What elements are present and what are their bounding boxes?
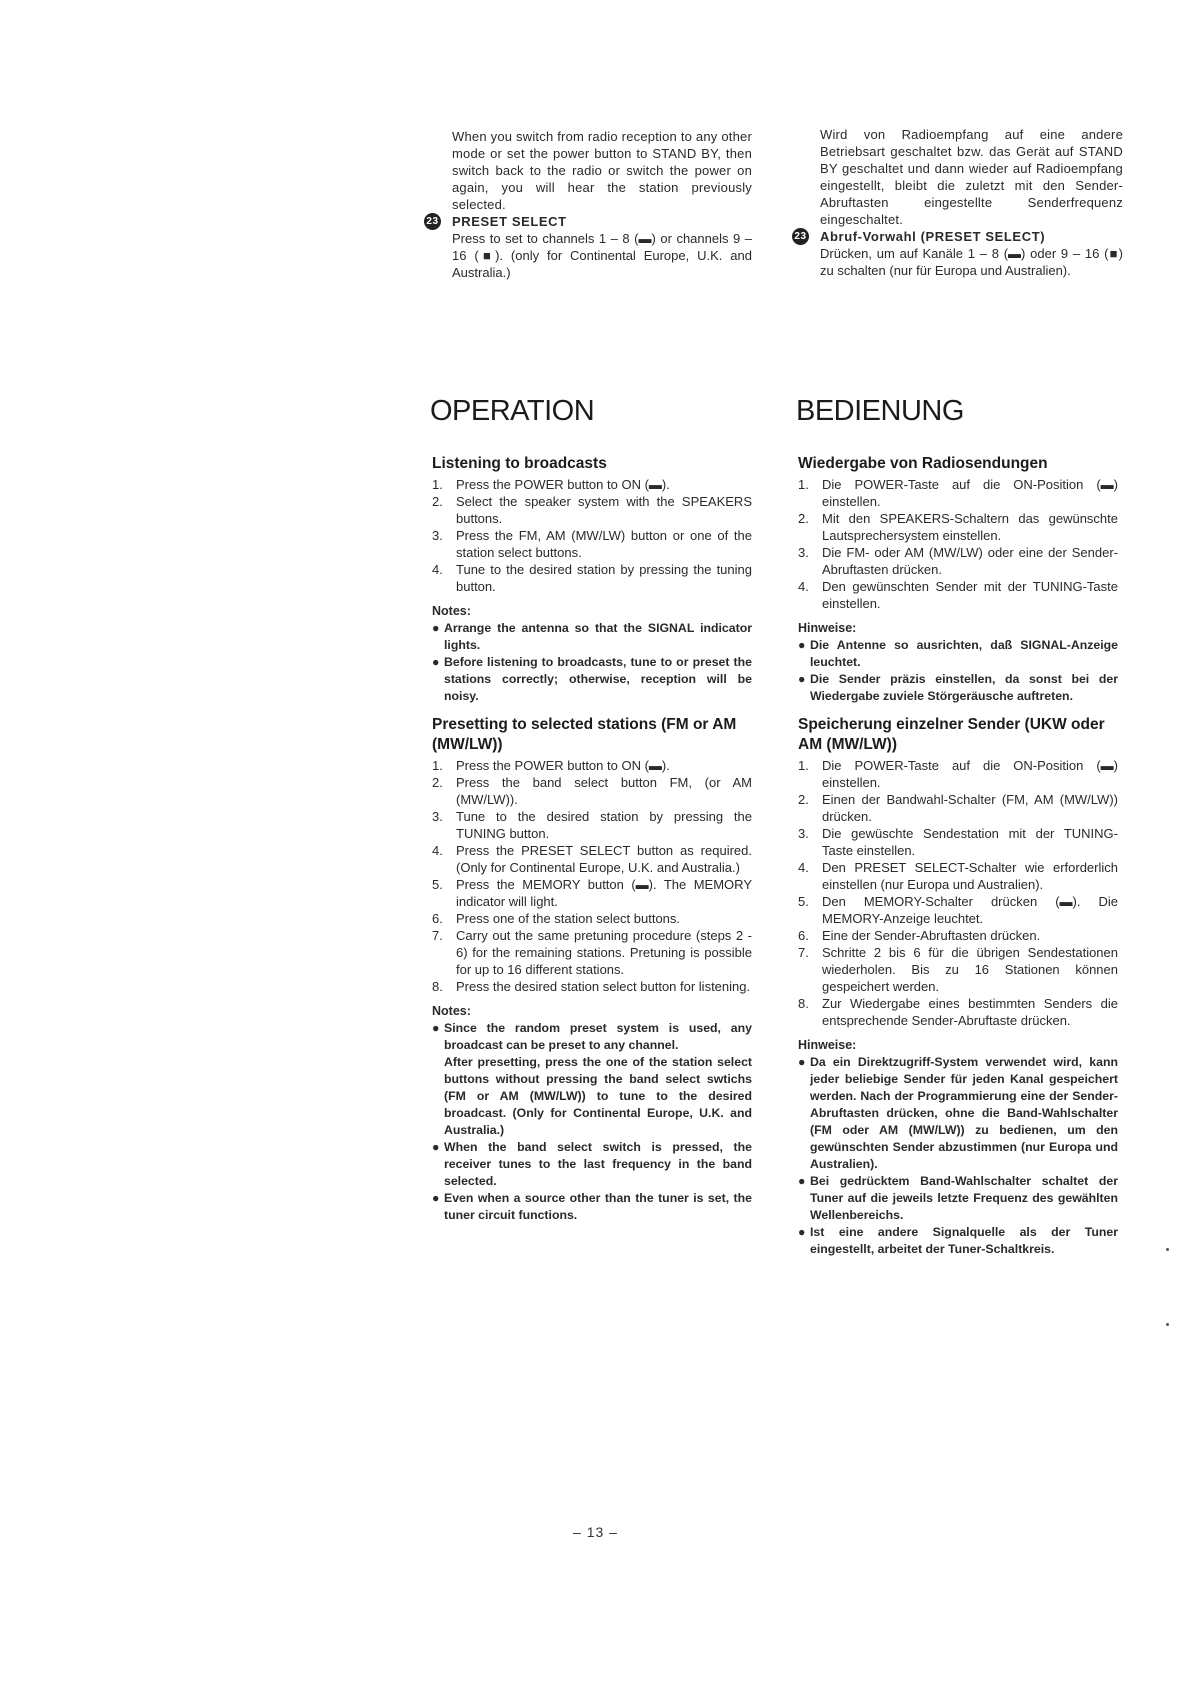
list-item: 3. Die gewüschte Sendestation mit der TUNING-Taste einstellen. bbox=[798, 826, 1118, 858]
list-item: 5. Den MEMORY-Schalter drücken (▬). Die MEMORY-Anzeige leuchtet. bbox=[798, 894, 1118, 926]
bullet-icon: ● bbox=[798, 1055, 806, 1069]
de-top-column bbox=[794, 126, 1123, 279]
note-item: ● Da ein Direktzugriff-System verwendet wird, kann jeder beliebige Sender für jeden Kanal gespeichert werden. Nach der Programmierung eine der Sender-Abruftasten drücken, ohne die Band-Wahlschalter (FM oder AM (MW/LW)) zu bedienen, um den gewünschten Sender abzustimmen (nur Europa und Australien). bbox=[798, 1055, 1118, 1171]
list-item: 3. Tune to the desired station by pressing the TUNING button. bbox=[432, 809, 752, 841]
de-section-title: BEDIENUNG bbox=[796, 395, 964, 427]
en-listening-steps bbox=[432, 476, 752, 595]
bullet-icon: ● bbox=[798, 1225, 806, 1239]
scan-speck bbox=[1166, 1323, 1169, 1326]
note-item: ● When the band select switch is pressed, the receiver tunes to the last frequency in the band selected. bbox=[432, 1140, 752, 1188]
bullet-icon: ● bbox=[798, 638, 806, 652]
list-item: 2. Press the band select button FM, (or AM (MW/LW)). bbox=[432, 775, 752, 807]
de-listening-notes bbox=[798, 637, 1118, 705]
de-intro-paragraph: Wird von Radioempfang auf eine andere Betriebsart geschaltet bzw. das Gerät auf STAND BY geschaltet und dann wieder auf Radioempfang eingestellt, bleibt die zuletzt mit den Sender-Abruftasten eingestellte Senderfrequenz eingeschaltet. bbox=[820, 127, 1123, 227]
list-item: 7. Carry out the same pretuning procedure (steps 2 - 6) for the remaining stations. Pretuning is possible for up to 16 different stations. bbox=[432, 928, 752, 977]
scan-speck bbox=[1166, 1248, 1169, 1251]
en-preset-select-title: PRESET SELECT bbox=[452, 214, 567, 229]
en-note-continuation: After presetting, press the one of the station select buttons without pressing the band select swtichs (FM or AM (MW/LW)) to tune to the desired broadcast. (Only for Continental Europe, U.K. and Australia.) bbox=[444, 1055, 752, 1137]
en-presetting-notes bbox=[432, 1020, 752, 1054]
list-item: 4. Press the PRESET SELECT button as required. (Only for Continental Europe, U.K. and Australia.) bbox=[432, 843, 752, 875]
de-presetting-steps bbox=[798, 757, 1118, 1029]
list-item: 1. Press the POWER button to ON (▬). bbox=[432, 758, 670, 773]
de-listening-steps bbox=[798, 476, 1118, 612]
list-item: 8. Press the desired station select button for listening. bbox=[432, 979, 751, 994]
list-item: 5. Press the MEMORY button (▬). The MEMORY indicator will light. bbox=[432, 877, 752, 909]
item-number-badge: 23 bbox=[792, 228, 809, 245]
en-operation-column bbox=[432, 394, 752, 1224]
bullet-icon: ● bbox=[432, 655, 440, 669]
list-item: 1. Press the POWER button to ON (▬). bbox=[432, 477, 670, 492]
en-notes-label: Notes: bbox=[432, 604, 471, 618]
list-item: 6. Press one of the station select buttons. bbox=[432, 911, 681, 926]
list-item: 6. Eine der Sender-Abruftasten drücken. bbox=[798, 928, 1041, 943]
en-listening-heading: Listening to broadcasts bbox=[432, 455, 607, 472]
en-preset-select-heading bbox=[426, 213, 752, 230]
note-item: ● Before listening to broadcasts, tune to or preset the stations correctly; otherwise, reception will be noisy. bbox=[432, 655, 752, 703]
en-notes-label: Notes: bbox=[432, 1004, 471, 1018]
note-item: ● Ist eine andere Signalquelle als der Tuner eingestellt, arbeitet der Tuner-Schaltkreis. bbox=[798, 1225, 1118, 1256]
de-presetting-notes bbox=[798, 1054, 1118, 1258]
list-item: 4. Tune to the desired station by pressing the tuning button. bbox=[432, 562, 752, 594]
note-item: ● Die Sender präzis einstellen, da sonst bei der Wiedergabe zuviele Störgeräusche auftreten. bbox=[798, 672, 1118, 703]
de-preset-select-heading bbox=[794, 228, 1123, 245]
de-preset-select-body: Drücken, um auf Kanäle 1 – 8 (▬) oder 9 – 16 (■) zu schalten (nur für Europa und Australien). bbox=[820, 246, 1123, 278]
note-item: ● Bei gedrücktem Band-Wahlschalter schaltet der Tuner auf die jeweils letzte Frequenz des gewählten Wellenbereichs. bbox=[798, 1174, 1118, 1222]
en-listening-notes bbox=[432, 620, 752, 705]
list-item: 4. Den gewünschten Sender mit der TUNING-Taste einstellen. bbox=[798, 579, 1118, 611]
list-item: 2. Mit den SPEAKERS-Schaltern das gewünschte Lautsprechersystem einstellen. bbox=[798, 511, 1118, 543]
list-item: 1. Die POWER-Taste auf die ON-Position (▬) einstellen. bbox=[798, 758, 1118, 790]
list-item: 7. Schritte 2 bis 6 für die übrigen Sendestationen wiederholen. Bis zu 16 Stationen können gespeichert werden. bbox=[798, 945, 1118, 994]
list-item: 3. Press the FM, AM (MW/LW) button or one of the station select buttons. bbox=[432, 528, 752, 560]
bullet-icon: ● bbox=[432, 1140, 440, 1154]
en-intro-paragraph: When you switch from radio reception to any other mode or set the power button to STAND BY, then switch back to the radio or switch the power on again, you will hear the station previously selected. bbox=[452, 129, 752, 212]
note-item: ● Since the random preset system is used, any broadcast can be preset to any channel. bbox=[432, 1021, 752, 1052]
en-section-title: OPERATION bbox=[430, 395, 595, 427]
list-item: 1. Die POWER-Taste auf die ON-Position (▬) einstellen. bbox=[798, 477, 1118, 509]
en-presetting-steps bbox=[432, 757, 752, 995]
list-item: 4. Den PRESET SELECT-Schalter wie erforderlich einstellen (nur Europa und Australien). bbox=[798, 860, 1118, 892]
list-item: 2. Einen der Bandwahl-Schalter (FM, AM (MW/LW)) drücken. bbox=[798, 792, 1118, 824]
item-number-badge: 23 bbox=[424, 213, 441, 230]
de-bedienung-column bbox=[798, 394, 1118, 1258]
de-notes-label: Hinweise: bbox=[798, 621, 857, 635]
list-item: 8. Zur Wiedergabe eines bestimmten Senders die entsprechende Sender-Abruftaste drücken. bbox=[798, 996, 1118, 1028]
en-top-column bbox=[426, 128, 752, 281]
bullet-icon: ● bbox=[798, 672, 806, 686]
bullet-icon: ● bbox=[432, 1021, 440, 1035]
note-item: ● Die Antenne so ausrichten, daß SIGNAL-Anzeige leuchtet. bbox=[798, 638, 1118, 669]
en-presetting-notes-more bbox=[432, 1139, 752, 1224]
bullet-icon: ● bbox=[432, 1191, 440, 1205]
note-item: ● Arrange the antenna so that the SIGNAL indicator lights. bbox=[432, 621, 752, 652]
list-item: 3. Die FM- oder AM (MW/LW) oder eine der Sender-Abruftasten drücken. bbox=[798, 545, 1118, 577]
de-listening-heading: Wiedergabe von Radiosendungen bbox=[798, 455, 1048, 472]
en-presetting-heading: Presetting to selected stations (FM or AM (MW/LW)) bbox=[432, 716, 737, 753]
list-item: 2. Select the speaker system with the SPEAKERS buttons. bbox=[432, 494, 752, 526]
bullet-icon: ● bbox=[798, 1174, 806, 1188]
de-notes-label: Hinweise: bbox=[798, 1038, 857, 1052]
de-preset-select-title: Abruf-Vorwahl (PRESET SELECT) bbox=[820, 229, 1046, 244]
note-item: ● Even when a source other than the tuner is set, the tuner circuit functions. bbox=[432, 1191, 752, 1222]
page-number: – 13 – bbox=[573, 1524, 618, 1540]
en-preset-select-body: Press to set to channels 1 – 8 (▬) or channels 9 – 16 (■). (only for Continental Europe, U.K. and Australia.) bbox=[452, 231, 752, 280]
de-presetting-heading: Speicherung einzelner Sender (UKW oder AM (MW/LW)) bbox=[798, 716, 1105, 753]
bullet-icon: ● bbox=[432, 621, 440, 635]
